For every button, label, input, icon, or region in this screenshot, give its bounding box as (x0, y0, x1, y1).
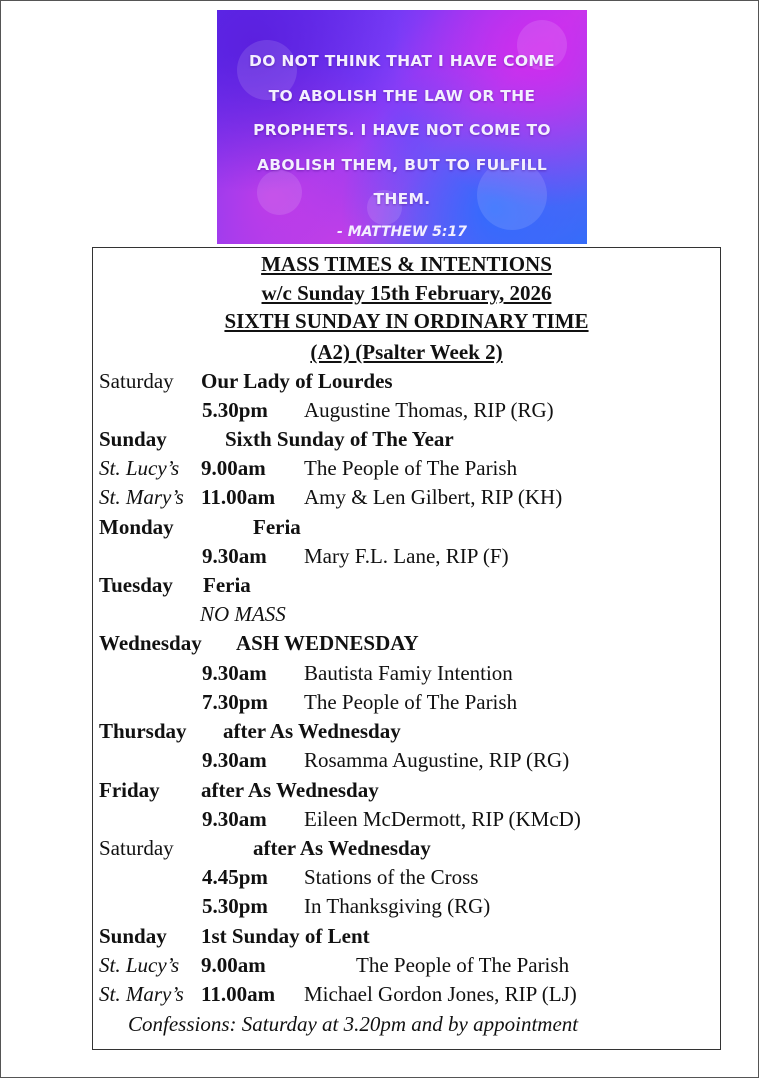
day-name: Sunday (99, 427, 167, 451)
quote-line: PROPHETS. I HAVE NOT COME TO (253, 121, 551, 139)
day-name: Wednesday (99, 631, 202, 655)
mass-time: 11.00am (201, 982, 276, 1006)
mass-intention: Stations of the Cross (304, 865, 479, 889)
quote-line: THEM. (373, 190, 431, 208)
mass-intention: Amy & Len Gilbert, RIP (KH) (304, 485, 563, 509)
scripture-quote-image (217, 10, 587, 244)
mass-time: 4.45pm (202, 865, 268, 889)
day-name: Saturday (99, 836, 174, 860)
mass-intention: In Thanksgiving (RG) (304, 894, 491, 918)
mass-intention: Michael Gordon Jones, RIP (LJ) (304, 982, 577, 1006)
no-mass-note: NO MASS (200, 602, 286, 626)
feast-name: Feria (253, 515, 301, 539)
feast-name: Our Lady of Lourdes (201, 369, 393, 393)
mass-time: 9.00am (201, 456, 266, 480)
mass-time: 9.30am (202, 807, 267, 831)
feast-name: after As Wednesday (201, 778, 379, 802)
mass-intention: Mary F.L. Lane, RIP (F) (304, 544, 509, 568)
feast-name: Feria (203, 573, 251, 597)
psalter-week: (A2) (Psalter Week 2) (310, 340, 503, 364)
week-commencing: w/c Sunday 15th February, 2026 (261, 281, 552, 305)
liturgical-sunday: SIXTH SUNDAY IN ORDINARY TIME (224, 309, 589, 333)
mass-intention: Eileen McDermott, RIP (KMcD) (304, 807, 581, 831)
mass-intention: Bautista Famiy Intention (304, 661, 513, 685)
church-name: St. Lucy’s (99, 456, 180, 480)
church-name: St. Lucy’s (99, 953, 180, 977)
mass-time: 7.30pm (202, 690, 268, 714)
quote-line: ABOLISH THEM, BUT TO FULFILL (256, 155, 548, 174)
feast-name: ASH WEDNESDAY (236, 631, 419, 655)
day-name: Friday (99, 778, 160, 802)
church-name: St. Mary’s (99, 485, 184, 509)
day-name: Thursday (99, 719, 187, 743)
mass-time: 9.00am (201, 953, 266, 977)
mass-intention: Rosamma Augustine, RIP (RG) (304, 748, 570, 772)
day-name: Monday (99, 515, 174, 539)
scripture-quote-text (217, 44, 587, 217)
feast-name: after As Wednesday (253, 836, 431, 860)
feast-name: after As Wednesday (223, 719, 401, 743)
mass-intention: The People of The Parish (304, 690, 518, 714)
mass-time: 11.00am (201, 485, 276, 509)
mass-time: 5.30pm (202, 894, 268, 918)
confessions-note: Confessions: Saturday at 3.20pm and by appointment (128, 1012, 579, 1036)
church-name: St. Mary’s (99, 982, 184, 1006)
quote-line: TO ABOLISH THE LAW OR THE (268, 86, 536, 105)
bulletin-title: MASS TIMES & INTENTIONS (261, 252, 552, 276)
quote-line: DO NOT THINK THAT I HAVE COME (249, 52, 555, 70)
scripture-citation: - MATTHEW 5:17 (337, 224, 467, 240)
mass-time: 5.30pm (202, 398, 268, 422)
mass-time: 9.30am (202, 661, 267, 685)
feast-name: 1st Sunday of Lent (201, 924, 370, 948)
mass-intention: Augustine Thomas, RIP (RG) (304, 398, 554, 422)
mass-time: 9.30am (202, 544, 267, 568)
day-name: Saturday (99, 369, 174, 393)
mass-intention: The People of The Parish (356, 953, 570, 977)
day-name: Sunday (99, 924, 167, 948)
day-name: Tuesday (99, 573, 173, 597)
mass-time: 9.30am (202, 748, 267, 772)
feast-name: Sixth Sunday of The Year (225, 427, 454, 451)
mass-intention: The People of The Parish (304, 456, 518, 480)
